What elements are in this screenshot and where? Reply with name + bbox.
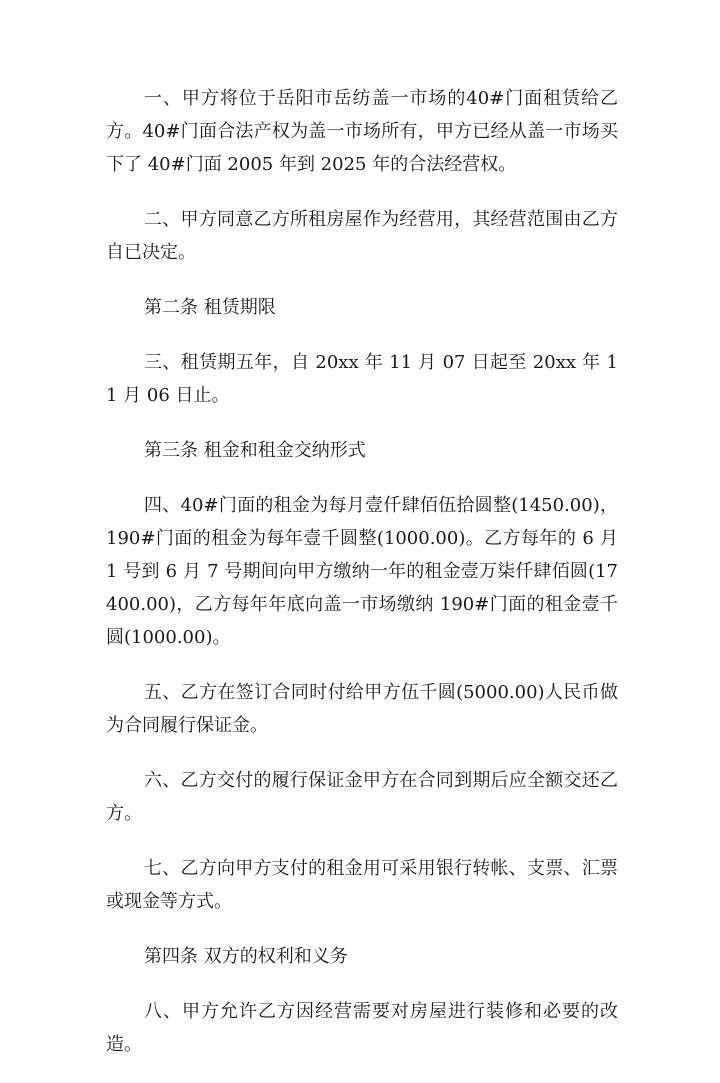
paragraph-clause-6: 六、乙方交付的履行保证金甲方在合同到期后应全额交还乙方。 — [106, 770, 618, 824]
section-heading-article-4: 第四条 双方的权利和义务 — [144, 946, 348, 967]
paragraph-clause-7: 七、乙方向甲方支付的租金用可采用银行转帐、支票、汇票或现金等方式。 — [106, 858, 618, 912]
paragraph-clause-5: 五、乙方在签订合同时付给甲方伍千圆(5000.00)人民币做为合同履行保证金。 — [106, 682, 618, 736]
paragraph-clause-8: 八、甲方允许乙方因经营需要对房屋进行装修和必要的改造。 — [106, 1001, 618, 1055]
section-heading-article-3: 第三条 租金和租金交纳形式 — [144, 440, 366, 461]
section-heading-article-2: 第二条 租赁期限 — [144, 297, 276, 318]
paragraph-clause-4: 四、40#门面的租金为每月壹仟肆佰伍拾圆整(1450.00)，190#门面的租金为每年壹千圆整(1000.00)。乙方每年的 6 月 1 号到 6 月 7 号期间向甲方缴纳一年的租金壹万柒仟肆佰圆(17400.00)，乙方每年年底向盖一市场缴纳 190#门面的租金壹千圆(1000.00)。 — [106, 495, 618, 648]
paragraph-clause-2: 二、甲方同意乙方所租房屋作为经营用，其经营范围由乙方自已决定。 — [106, 209, 618, 263]
paragraph-clause-3: 三、租赁期五年，自 20xx 年 11 月 07 日起至 20xx 年 11 月 06 日止。 — [106, 352, 618, 406]
paragraph-clause-1: 一、甲方将位于岳阳市岳纺盖一市场的40#门面租赁给乙方。40#门面合法产权为盖一市场所有，甲方已经从盖一市场买下了 40#门面 2005 年到 2025 年的合法经营权。 — [106, 88, 618, 175]
document-body — [106, 82, 618, 1083]
